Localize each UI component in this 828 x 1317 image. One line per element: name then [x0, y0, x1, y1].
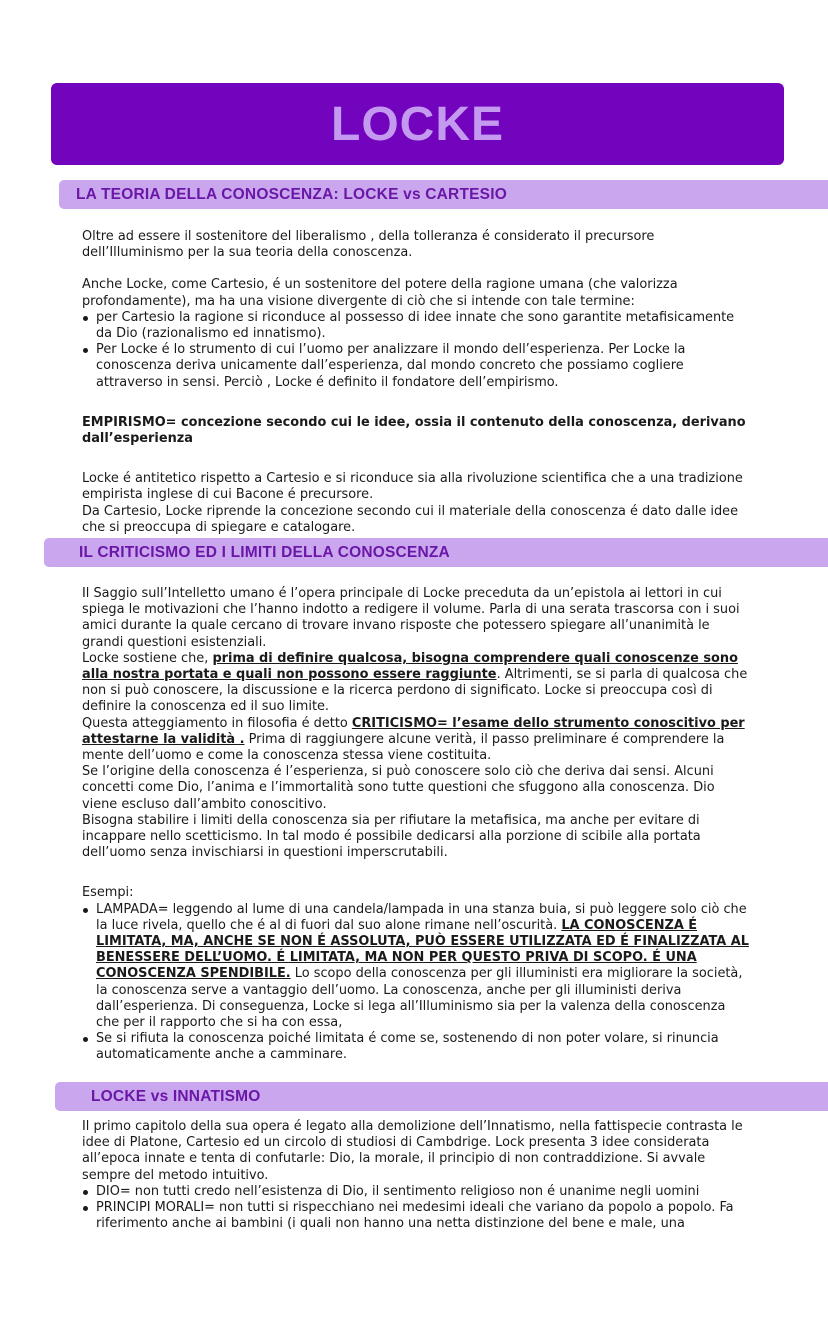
underlined-statement: LA CONOSCENZA É LIMITATA, MA, ANCHE SE NON É ASSOLUTA, PUÒ ESSERE UTILIZZATA ED É FINALIZZATA AL BENESSERE DELL’UOMO. É LIMITATA, MA NON PER QUESTO PRIVA DI SCOPO. É UNA CONOSCENZA SPENDIBILE. [96, 917, 749, 982]
criticismo-definition: CRITICISMO= l’esame dello strumento conoscitivo per attestarne la validità . [82, 715, 745, 747]
text-run: . Altrimenti, se si parla di qualcosa che non si può conoscere, la discussione e la ricerca perdono di significato. Locke si preoccupa così di definire la conoscenza ed il suo limite. [82, 667, 748, 715]
section-heading-3 [55, 1082, 828, 1111]
underlined-statement: prima di definire qualcosa, bisogna comprendere quali conoscenze sono alla nostra portata e quali non possono essere raggiunte [82, 650, 738, 683]
paragraph: Il Saggio sull’Intelletto umano é l’opera principale di Locke preceduta da un’epistola ai lettori in cui spiega le motivazioni che l’hanno indotto a redigere il volume. Parla di una serata trascorsa con i suoi amici durante la quale cercano di trovare invano risposte che potessero spiegare all’unanimità le grandi questioni esistenziali. [82, 586, 740, 650]
paragraph: Se l’origine della conoscenza é l’esperienza, si può conoscere solo ciò che deriva dai sensi. Alcuni concetti come Dio, l’anima e l’immortalità sono tutte questioni che sfuggono alla conoscenza. Dio viene escluso dall’ambito conoscitivo. [82, 764, 715, 812]
paragraph: Il primo capitolo della sua opera é legato alla demolizione dell’Innatismo, nella fattispecie contrasta le idee di Platone, Cartesio ed un circolo di studiosi di Cambdrige. Lock presenta 3 idee considerata all’epoca innate e tenta di confutarle: Dio, la morale, il principio di non contraddizione. Si avvale sempre del metodo intuitivo. [82, 1119, 743, 1183]
paragraph [82, 716, 752, 765]
section-heading-1-text: LA TEORIA DELLA CONOSCENZA: LOCKE vs CARTESIO [76, 185, 507, 203]
paragraph: Locke é antitetico rispetto a Cartesio e si riconduce sia alla rivoluzione scientifica che a una tradizione empirista inglese di cui Bacone é precursore. [82, 471, 743, 503]
bullet-list [82, 1184, 752, 1233]
list-item: DIO= non tutti credo nell’esistenza di Dio, il sentimento religioso non é unanime negli uomini [82, 1184, 752, 1200]
list-item [82, 902, 752, 1032]
paragraph: Anche Locke, come Cartesio, é un sostenitore del potere della ragione umana (che valorizza profondamente), ma ha una visione divergente di ciò che si intende con tale termine: [82, 277, 678, 309]
section-heading-3-text: LOCKE vs INNATISMO [91, 1087, 261, 1105]
text-run: LAMPADA= leggendo al lume di una candela/lampada in una stanza buia, si può leggere solo ciò che la luce rivela, quello che é al di fuori dal suo alone rimane nell’oscurità. [96, 901, 747, 933]
text-run: Prima di raggiungere alcune verità, il passo preliminare é comprendere la mente dell’uomo e come la conoscenza stessa viene costituita. [82, 731, 725, 764]
paragraph: Bisogna stabilire i limiti della conoscenza sia per rifiutare la metafisica, ma anche per evitare di incappare nello scetticismo. In tal modo é possibile dedicarsi alla porzione di scibile alla portata dell’uomo senza invischiarsi in questioni imperscrutabili. [82, 812, 701, 861]
paragraph [82, 651, 752, 716]
page-title: LOCKE [331, 97, 504, 151]
section-heading-2-text: IL CRITICISMO ED I LIMITI DELLA CONOSCENZA [79, 543, 450, 561]
definition-empirismo: EMPIRISMO= concezione secondo cui le idee, ossia il contenuto della conoscenza, derivano dall’esperienza [82, 414, 746, 447]
list-item: Se si rifiuta la conoscenza poiché limitata é come se, sostenendo di non poter volare, si rinuncia automaticamente anche a camminare. [82, 1031, 752, 1063]
section-heading-2 [44, 538, 828, 567]
section-heading-1 [59, 180, 828, 209]
section-body-2 [82, 586, 752, 1064]
bullet-list [82, 310, 752, 391]
section-body-3 [82, 1119, 752, 1232]
text-run: Lo scopo della conoscenza per gli illuministi era migliorare la società, la conoscenza serve a vantaggio dell’uomo. La conoscenza, anche per gli illuministi deriva dall’esperienza. Di conseguenza, Locke si lega all’Illuminismo sia per la valenza della conoscenza che per il rapporto che si ha con essa, [96, 966, 743, 1031]
examples-list [82, 902, 752, 1064]
text-run: Locke sostiene che, [82, 650, 213, 666]
paragraph: Oltre ad essere il sostenitore del liberalismo , della tolleranza é considerato il precursore dell’Illuminismo per la sua teoria della conoscenza. [82, 229, 655, 261]
list-item: Per Locke é lo strumento di cui l’uomo per analizzare il mondo dell’esperienza. Per Locke la conoscenza deriva unicamente dall’esperienza, dal mondo concreto che possiamo cogliere attraverso in sensi. Perciò , Locke é definito il fondatore dell’empirismo. [82, 342, 752, 391]
list-item: per Cartesio la ragione si riconduce al possesso di idee innate che sono garantite metafisicamente da Dio (razionalismo ed innatismo). [82, 310, 752, 342]
title-banner [51, 83, 784, 165]
list-item: PRINCIPI MORALI= non tutti si rispecchiano nei medesimi ideali che variano da popolo a popolo. Fa riferimento anche ai bambini (i quali non hanno una netta distinzione del bene e male, una [82, 1200, 752, 1232]
paragraph: Da Cartesio, Locke riprende la concezione secondo cui il materiale della conoscenza é dato dalle idee che si preoccupa di spiegare e catalogare. [82, 503, 739, 535]
text-run: Questa atteggiamento in filosofia é detto [82, 715, 352, 731]
examples-label: Esempi: [82, 885, 134, 901]
section-body-1 [82, 229, 752, 536]
